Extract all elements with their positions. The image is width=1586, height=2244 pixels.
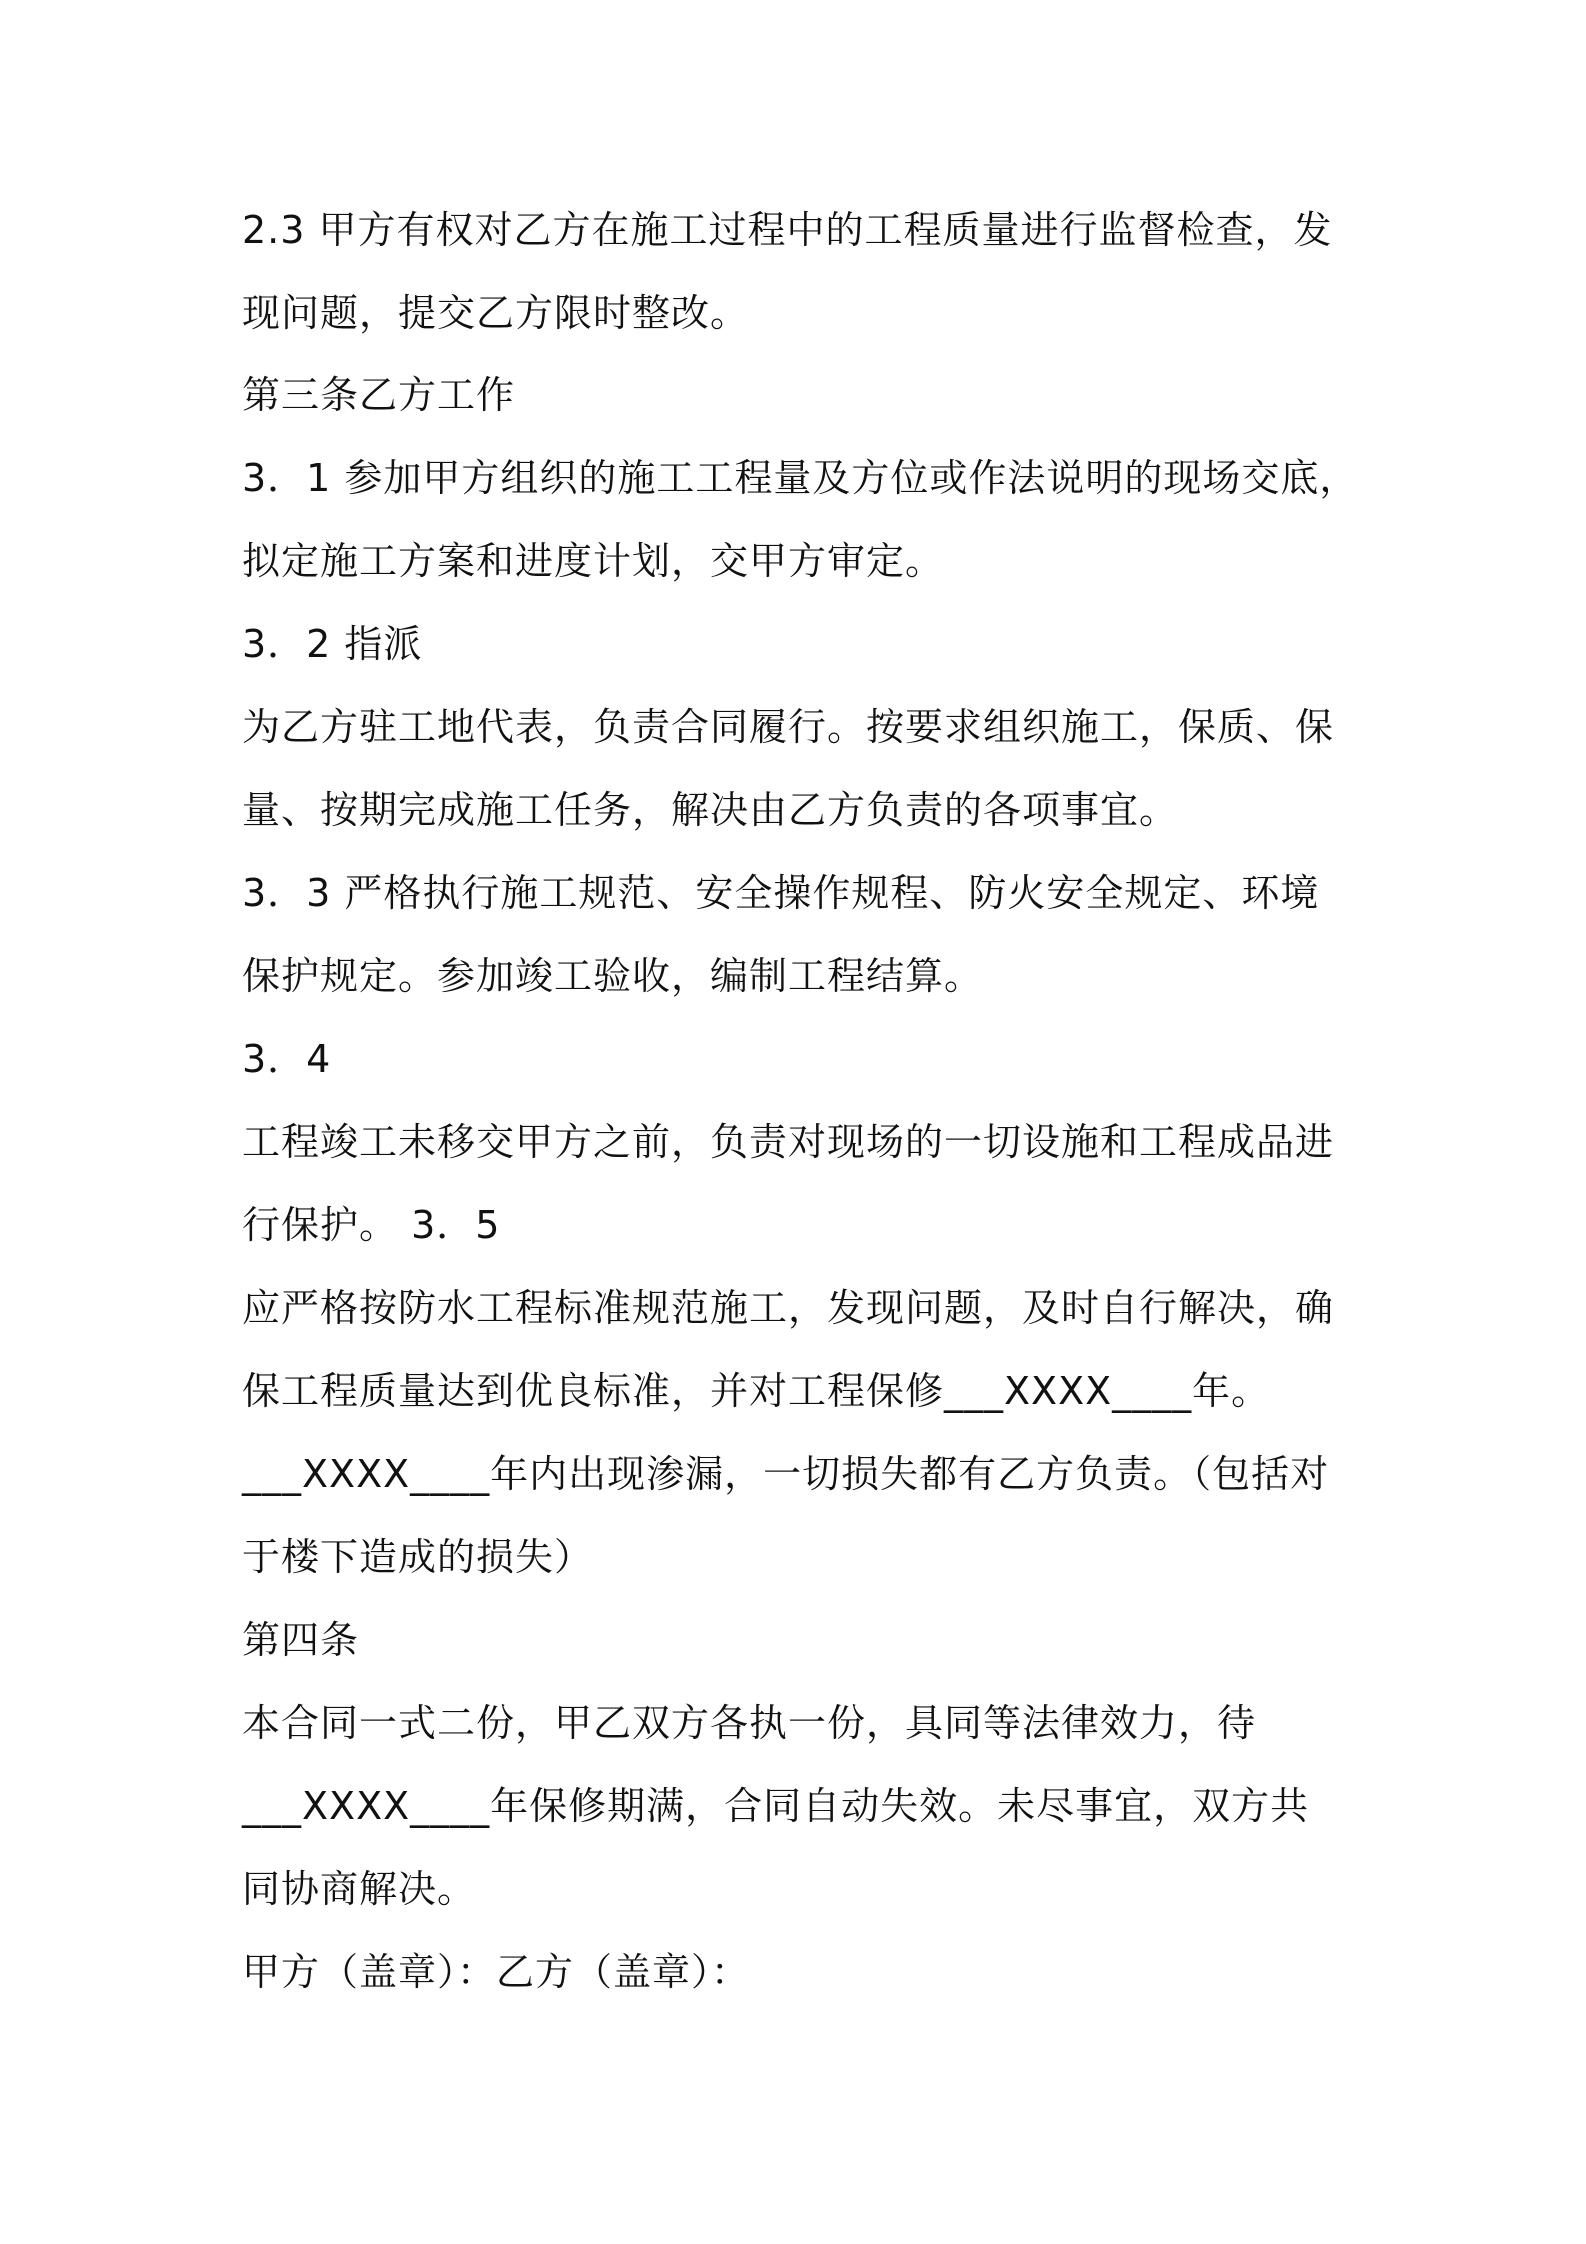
clause-2-3-line-1: 2.3 甲方有权对乙方在施工过程中的工程质量进行监督检查，发 — [242, 208, 1333, 252]
clause-3-5-line-4: 于楼下造成的损失） — [242, 1535, 594, 1579]
clause-2-3-line-2: 现问题，提交乙方限时整改。 — [242, 291, 750, 335]
article-4-heading: 第四条 — [242, 1618, 360, 1662]
clause-3-3-line-2: 保护规定。参加竣工验收，编制工程结算。 — [242, 954, 984, 998]
signature-line: 甲方（盖章）：乙方（盖章）： — [242, 1950, 751, 1994]
clause-3-2-line-1: 为乙方驻工地代表，负责合同履行。按要求组织施工，保质、保 — [242, 705, 1335, 749]
clause-3-4-line-2: 行保护。 3．5 — [242, 1203, 501, 1247]
clause-3-5-line-1: 应严格按防水工程标准规范施工，发现问题，及时自行解决，确 — [242, 1286, 1335, 1330]
article-4-line-3: 同协商解决。 — [242, 1867, 477, 1911]
clause-3-3-line-1: 3．3 严格执行施工规范、安全操作规程、防火安全规定、环境 — [242, 871, 1320, 915]
clause-3-1-line-1: 3．1 参加甲方组织的施工工程量及方位或作法说明的现场交底， — [242, 456, 1359, 500]
clause-3-2-heading: 3．2 指派 — [242, 622, 423, 666]
clause-3-2-line-2: 量、按期完成施工任务，解决由乙方负责的各项事宜。 — [242, 788, 1179, 832]
clause-3-5-line-3: ___XXXX____年内出现渗漏，一切损失都有乙方负责。（包括对 — [242, 1452, 1330, 1496]
clause-3-1-line-2: 拟定施工方案和进度计划，交甲方审定。 — [242, 539, 945, 583]
article-4-line-1: 本合同一式二份，甲乙双方各执一份，具同等法律效力，待 — [242, 1701, 1257, 1745]
clause-3-5-line-2: 保工程质量达到优良标准，并对工程保修___XXXX____年。 — [242, 1369, 1271, 1413]
clause-3-4-heading: 3．4 — [242, 1037, 332, 1081]
article-3-heading: 第三条乙方工作 — [242, 373, 516, 417]
article-4-line-2: ___XXXX____年保修期满，合同自动失效。未尽事宜，双方共 — [242, 1784, 1310, 1828]
clause-3-4-line-1: 工程竣工未移交甲方之前，负责对现场的一切设施和工程成品进 — [242, 1120, 1335, 1164]
